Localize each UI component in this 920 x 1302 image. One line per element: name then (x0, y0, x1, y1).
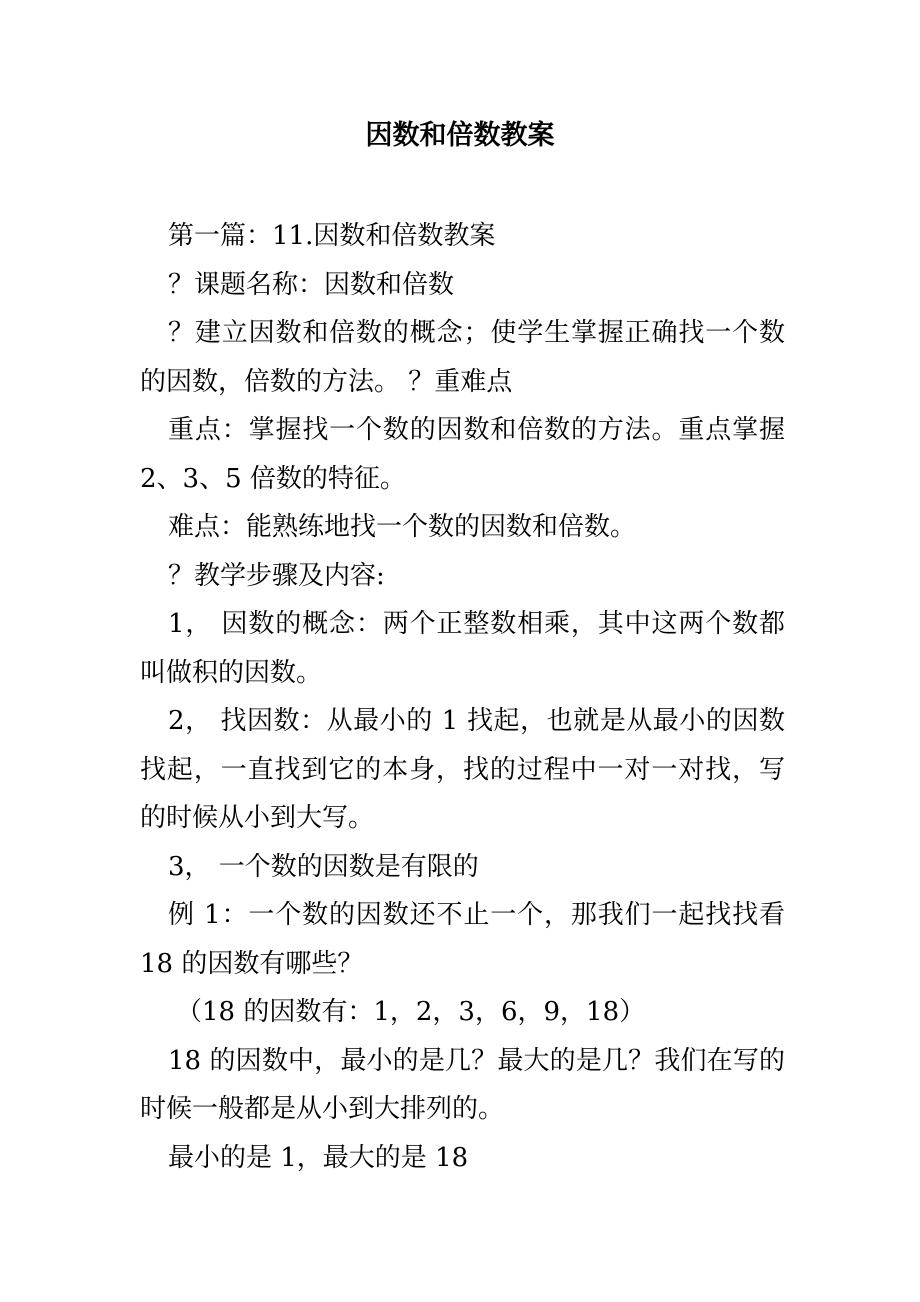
paragraph-lesson-name: ？课题名称：因数和倍数 (168, 269, 455, 300)
paragraph-step-2: 2， 找因数：从最小的 1 找起，也就是从最小的因数找起，一直找到它的本身，找的过程中一对一对找，写的时候从小到大写。 (140, 706, 785, 833)
paragraph-example-answer: （18 的因数有：1，2，3，6，9，18） (176, 997, 646, 1027)
paragraph-step-3: 3， 一个数的因数是有限的 (168, 851, 479, 882)
paragraph-steps-heading: ？教学步骤及内容: (168, 560, 385, 591)
paragraph-conclusion: 最小的是 1，最大的是 18 (168, 1142, 469, 1173)
paragraph-section-heading: 第一篇：11.因数和倍数教案 (168, 221, 496, 251)
paragraph-step-1: 1， 因数的概念：两个正整数相乘，其中这两个数都叫做积的因数。 (140, 609, 785, 688)
paragraph-objective: ？建立因数和倍数的概念；使学生掌握正确找一个数的因数，倍数的方法。 ？重难点 (140, 318, 785, 397)
paragraph-question: 18 的因数中，最小的是几？最大的是几？我们在写的时候一般都是从小到大排列的。 (140, 1045, 785, 1124)
paragraph-example-1: 例 1：一个数的因数还不止一个，那我们一起找找看 18 的因数有哪些？ (140, 900, 785, 979)
paragraph-difficulty: 难点：能熟练地找一个数的因数和倍数。 (168, 512, 637, 542)
document-title: 因数和倍数教案 (365, 120, 555, 151)
paragraph-key-point: 重点：掌握找一个数的因数和倍数的方法。重点掌握 2、3、5 倍数的特征。 (140, 415, 785, 494)
document-body (140, 212, 785, 1182)
